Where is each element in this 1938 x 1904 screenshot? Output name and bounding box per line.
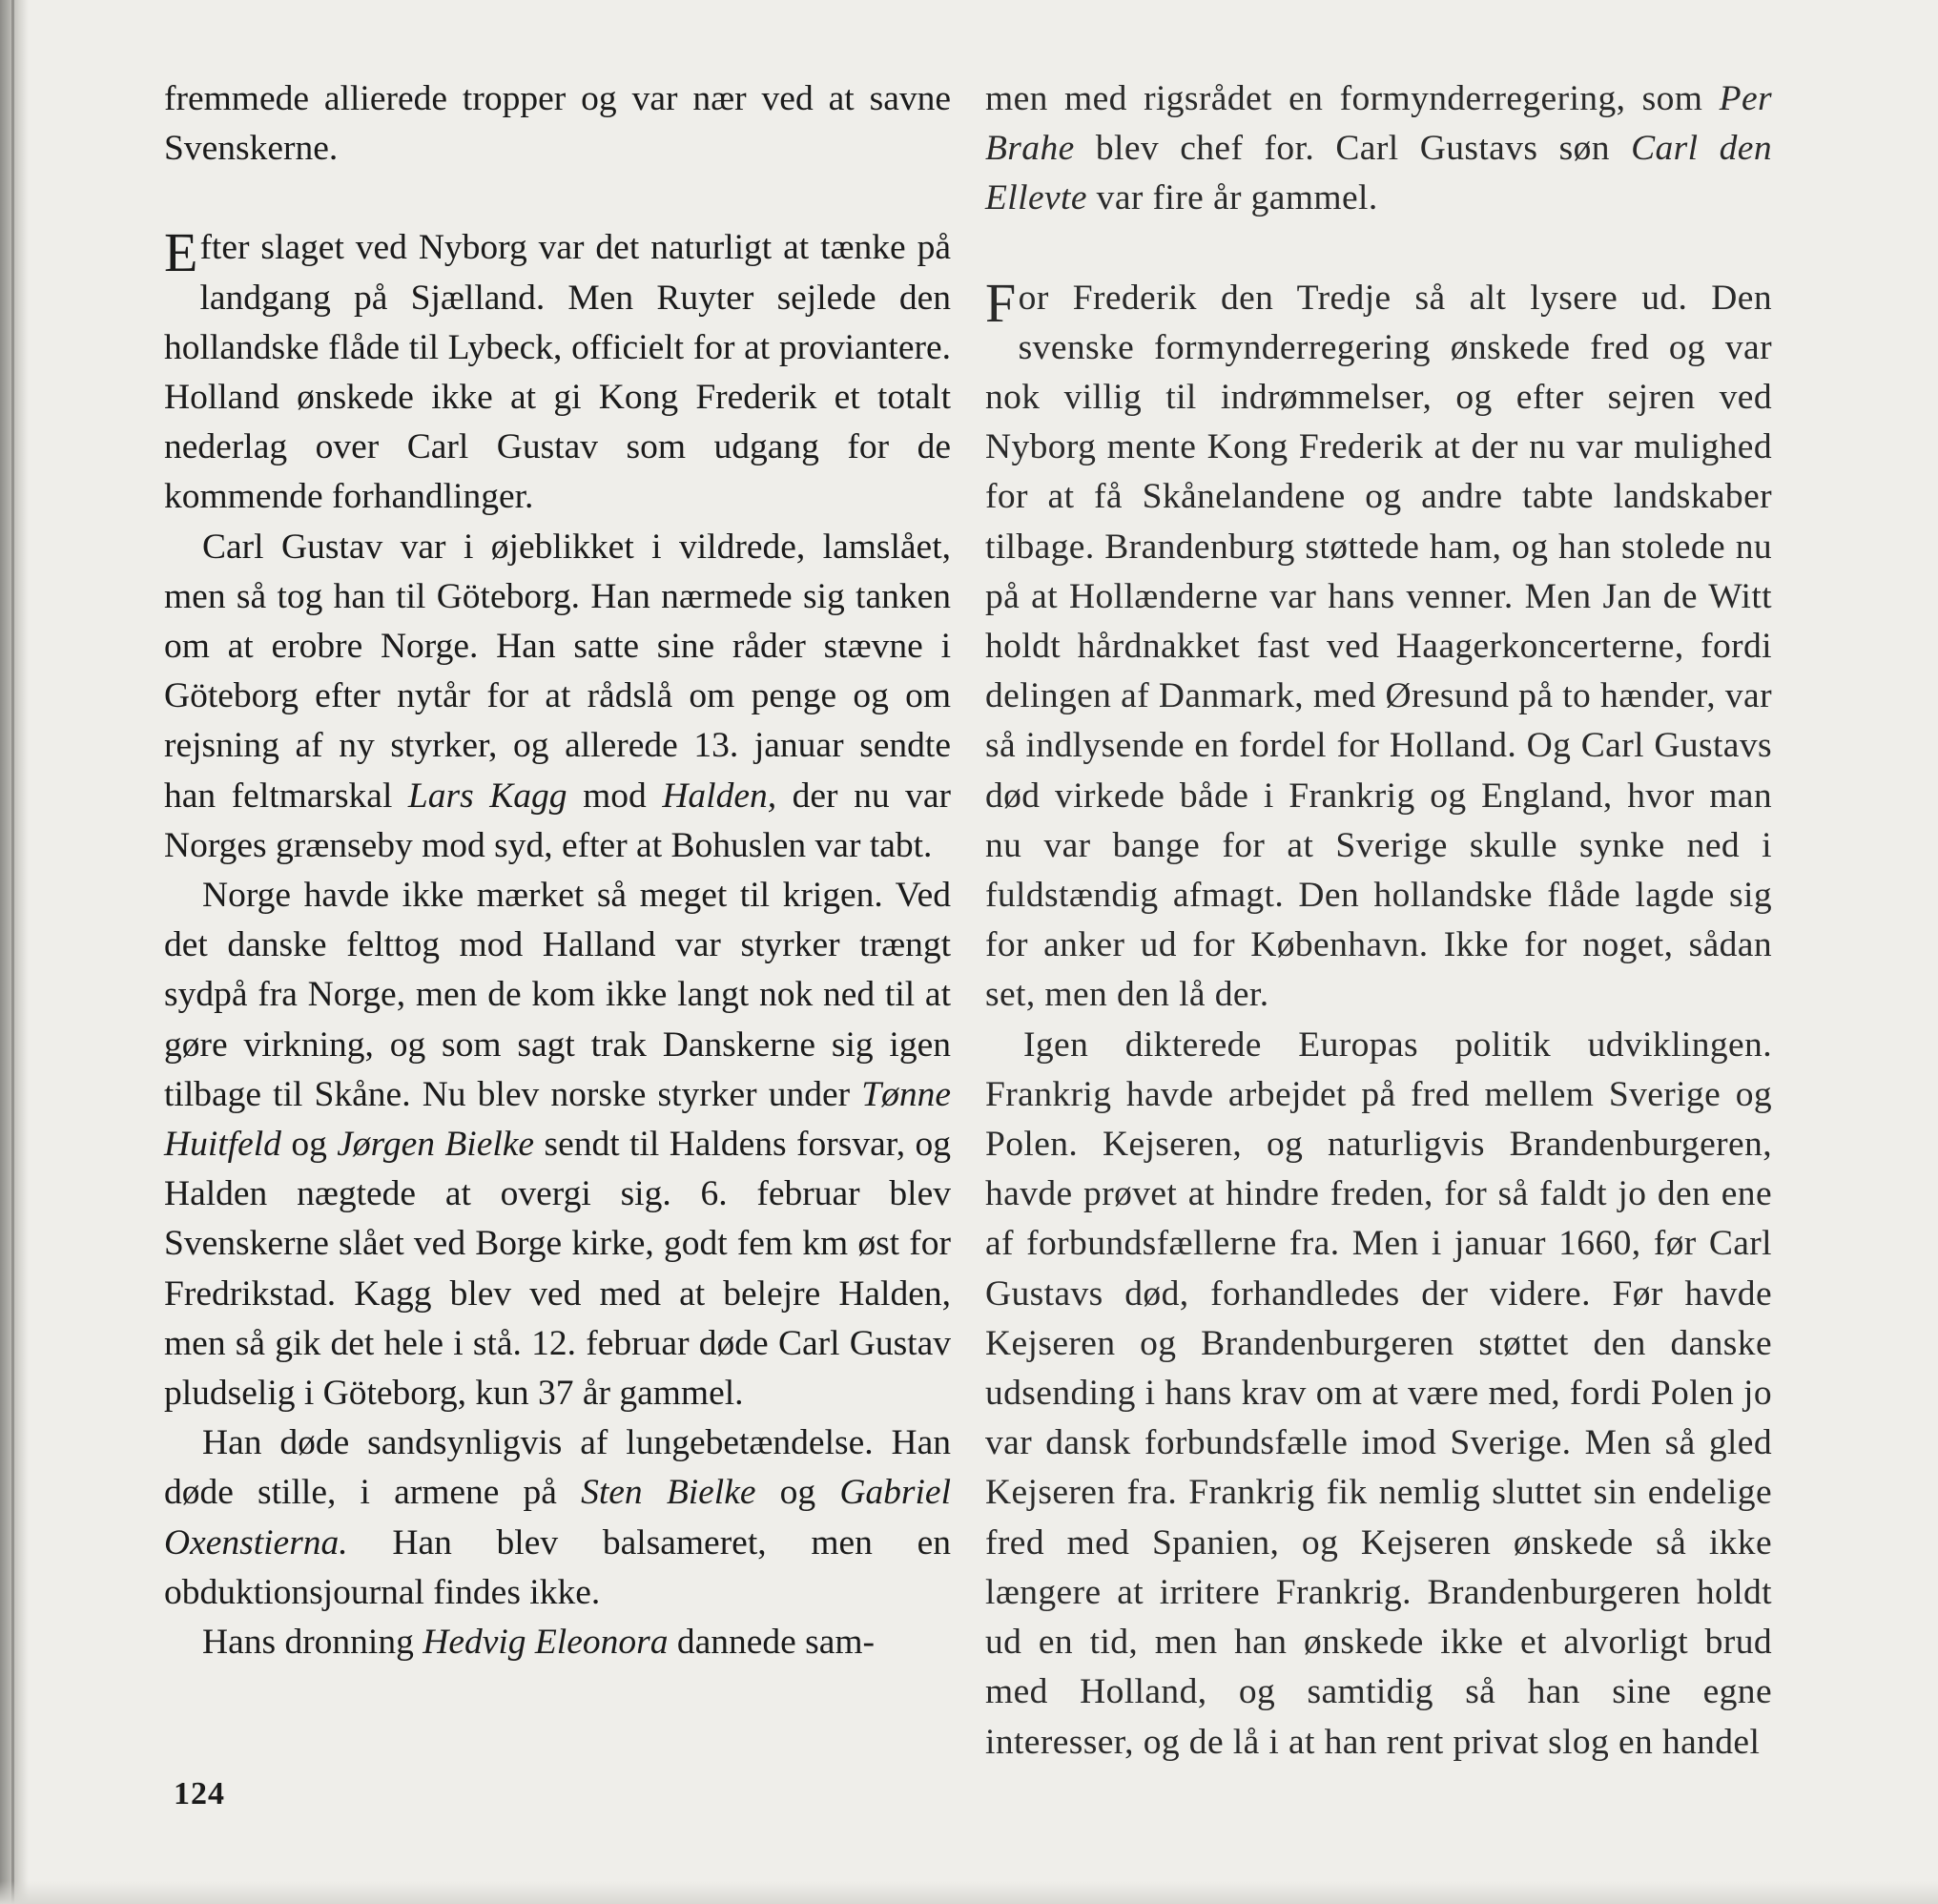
page-number: 124 [174, 1776, 225, 1811]
italic-name-carl-den-ellevte: Carl den Ellevte [985, 129, 1772, 218]
drop-cap-initial: F [985, 271, 1017, 334]
text-run: var fire år gammel. [1086, 178, 1378, 218]
text-run: Han blev balsameret, men en obduktionsjournal findes ikke. [164, 1522, 951, 1612]
paragraph-lungebetaendelse [164, 1418, 951, 1618]
text-run: Han døde sandsynligvis af lungebetændelse. Han døde stille, i armene på [164, 1423, 951, 1513]
book-spine-edge [11, 0, 14, 1904]
paragraph-hans-dronning [164, 1618, 951, 1667]
text-run: og [755, 1473, 840, 1513]
italic-name-gabriel-oxenstierna: Gabriel Oxenstierna. [164, 1473, 951, 1563]
text-run: Norge havde ikke mærket så meget til krigen. Ved det danske felttog mod Halland var styrker trængt sydpå fra Norge, men de kom ikke langt nok ned til at gøre virkning, og som sagt trak Danskerne sig igen tilbage til Skåne. Nu blev norske styrker under [164, 876, 951, 1114]
left-text-column [164, 74, 951, 1667]
text-run: sendt til Haldens forsvar, og Halden nægtede at overgi sig. 6. februar blev Svenskerne slået ved Borge kirke, godt fem km øst for Fredrikstad. Kagg blev ved med at belejre Halden, men så gik det hele i stå. 12. februar døde Carl Gustav pludselig i Göteborg, kun 37 år gammel. [164, 1125, 952, 1414]
drop-cap-initial: E [164, 221, 198, 284]
italic-name-per-brahe: Per Brahe [985, 79, 1772, 169]
text-run: der nu var Norges grænseby mod syd, efter at Bohuslen var tabt. [164, 776, 952, 865]
text-run: og [280, 1125, 338, 1165]
italic-name-tonne-huitfeld: Tønne Huitfeld [164, 1074, 951, 1165]
page-bottom-shadow [0, 1881, 1938, 1904]
book-gutter-shadow [0, 0, 29, 1904]
paragraph-formynderregering [985, 74, 1772, 224]
italic-place-halden: Halden, [662, 776, 777, 816]
italic-name-lars-kagg: Lars Kagg [407, 776, 567, 816]
text-run: men med rigsrådet en formynderregering, som [985, 79, 1720, 118]
paragraph-norge-krigen [164, 871, 951, 1418]
section-paragraph-for-frederik [985, 271, 1772, 1021]
paragraph-text: fter slaget ved Nyborg var det naturligt at tænke på landgang på Sjælland. Men Ruyter sejlede den hollandske flåde til Lybeck, officielt for at proviantere. Holland ønskede ikke at gi Kong Frederik et totalt nederlag over Carl Gustav som udgang for de kommende forhandlinger. [164, 228, 951, 517]
italic-name-sten-bielke: Sten Bielke [581, 1473, 756, 1513]
text-run: mod [567, 776, 663, 816]
right-text-column [985, 74, 1772, 1768]
paragraph-carl-gustav-vildrede [164, 523, 951, 871]
text-run: Hans dronning [202, 1623, 423, 1663]
text-run: Carl Gustav var i øjeblikket i vildrede, lamslået, men så tog han til Göteborg. Han nærmede sig tanken om at erobre Norge. Han satte sine råder stævne i Göteborg efter nytår for at rådslå om penge og om rejsning af ny styrker, og allerede 13. januar sendte han feltmarskal [164, 527, 951, 816]
italic-name-hedvig-eleonora: Hedvig Eleonora [423, 1623, 669, 1663]
section-paragraph-efter-slaget [164, 223, 951, 522]
paragraph-europas-politik: Igen dikterede Europas politik udviklingen. Frankrig havde arbejdet på fred mellem Sverige og Polen. Kejseren, og naturligvis Brandenburgeren, havde prøvet at hindre freden, for så faldt jo den ene af forbundsfællerne fra. Men i januar 1660, før Carl Gustavs død, forhandledes der videre. Før havde Kejseren og Brandenburgeren støttet den danske udsending i hans krav om at være med, fordi Polen jo var dansk forbundsfælle imod Sverige. Men så gled Kejseren fra. Frankrig fik nemlig sluttet sin endelige fred med Spanien, og Kejseren ønskede så ikke længere at irritere Frankrig. Brandenburgeren holdt ud en tid, men han ønskede ikke et alvorligt brud med Holland, og samtidig så han sine egne interesser, og de lå i at han rent privat slog en handel [985, 1024, 1772, 1762]
paragraph-text: or Frederik den Tredje så alt lysere ud. Den svenske formynderregering ønskede fred og var nok villig til indrømmelser, og efter sejren ved Nyborg mente Kong Frederik at der nu var mulighed for at få Skånelandene og andre tabte landskaber tilbage. Brandenburg støttede ham, og han stolede nu på at Hollænderne var hans venner. Men Jan de Witt holdt hårdnakket fast ved Haagerkoncerterne, fordi delingen af Danmark, med Øresund på to hænder, var så indlysende en fordel for Holland. Og Carl Gustavs død virkede både i Frankrig og England, hvor man nu var bange for at Sverige skulle synke ned i fuldstændig afmagt. Den hollandske flåde lagde sig for anker ud for København. Ikke for noget, sådan set, men den lå der. [985, 278, 1772, 1015]
text-run: blev chef for. Carl Gustavs søn [1074, 129, 1632, 169]
italic-name-jorgen-bielke: Jørgen Bielke [337, 1125, 535, 1165]
text-run: dannede sam- [668, 1623, 876, 1663]
paragraph-continuation: fremmede allierede tropper og var nær ved at savne Svenskerne. [164, 79, 951, 169]
